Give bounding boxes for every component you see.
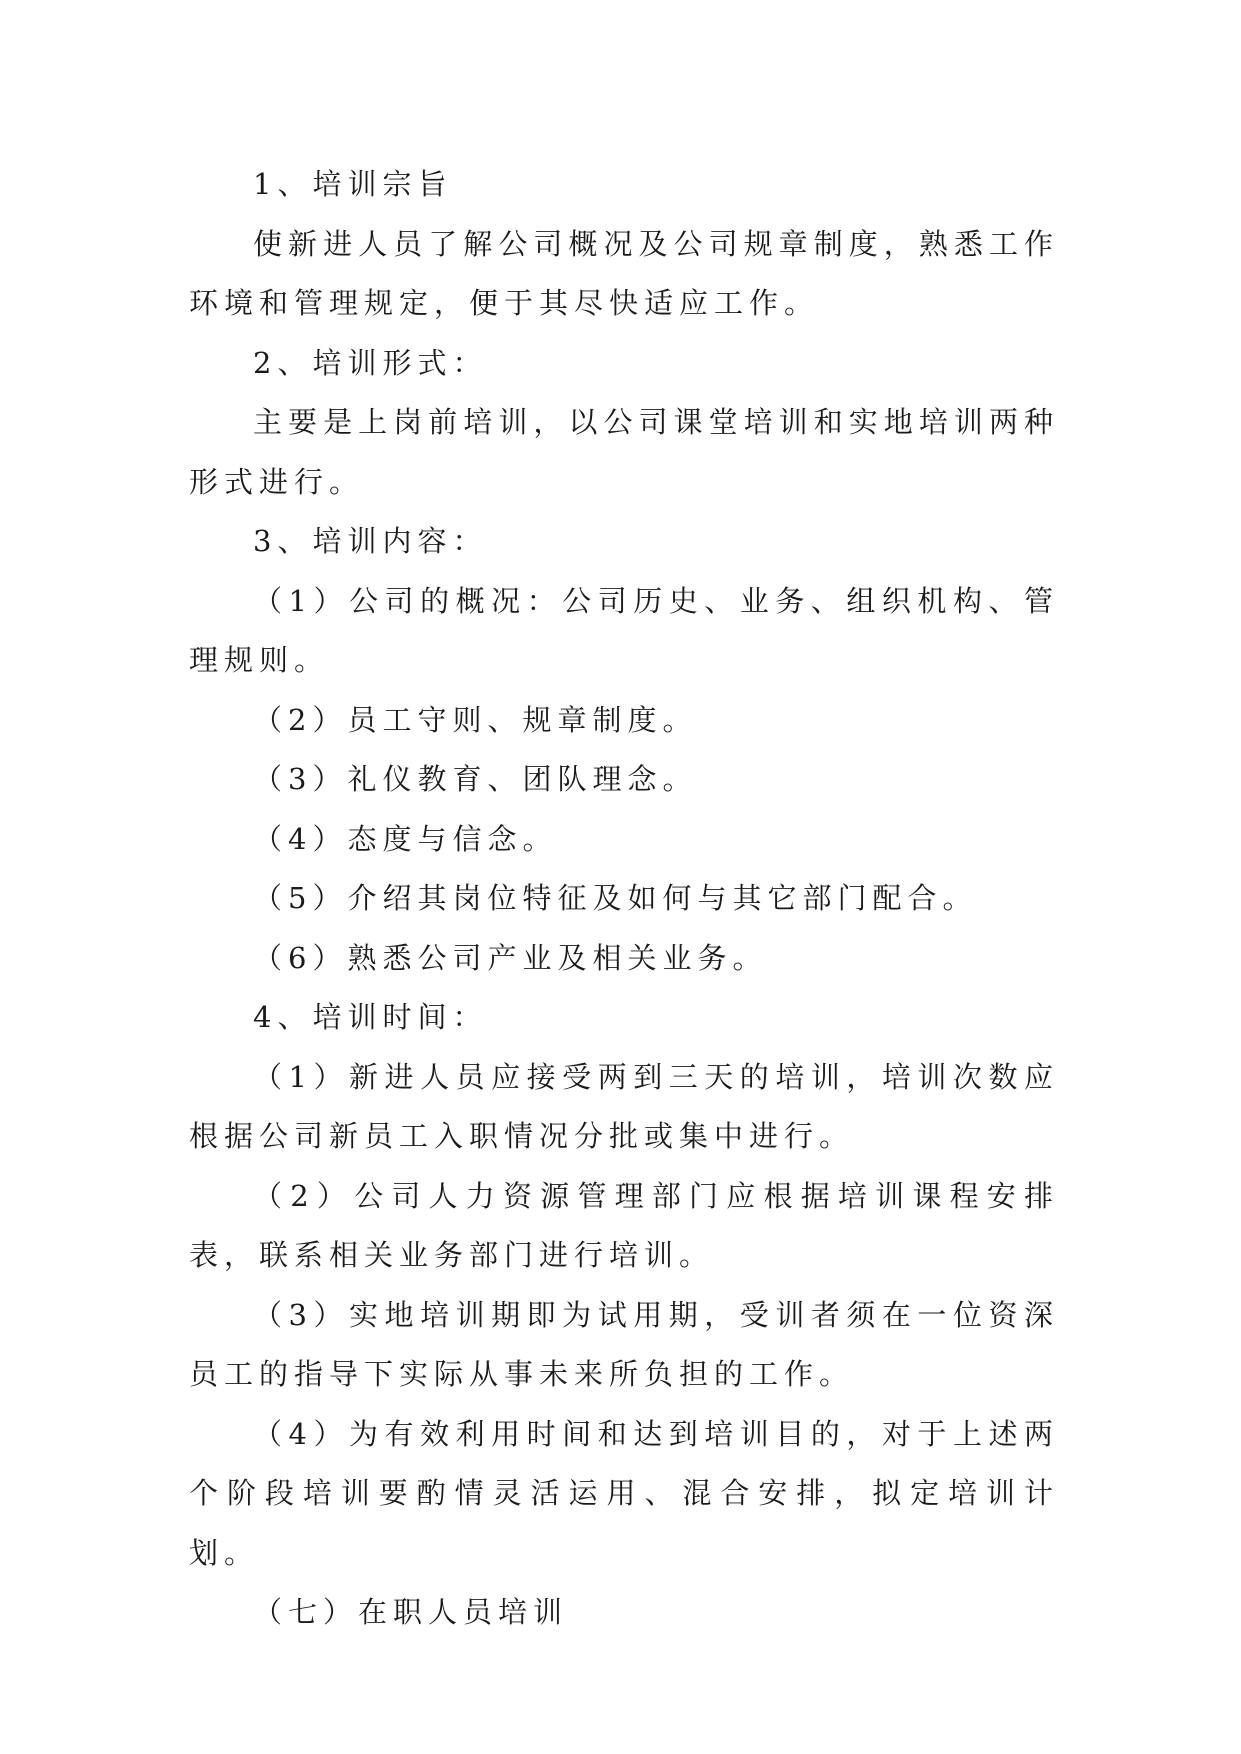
content-item-2: （2）员工守则、规章制度。 — [253, 702, 698, 737]
time-item-3: （3）实地培训期即为试用期，受训者须在一位资深员工的指导下实际从事未来所负担的工作。 — [189, 1297, 1059, 1391]
section-heading-time: 4、培训时间： — [253, 1000, 488, 1034]
time-item-4: （4）为有效利用时间和达到培训目的，对于上述两个阶段培训要酌情灵活运用、混合安排，拟定培训计划。 — [189, 1416, 1059, 1570]
content-item-6: （6）熟悉公司产业及相关业务。 — [253, 940, 768, 975]
paragraph-format: 主要是上岗前培训，以公司课堂培训和实地培训两种形式进行。 — [189, 405, 1059, 499]
content-item-1: （1）公司的概况：公司历史、业务、组织机构、管理规则。 — [189, 583, 1059, 677]
section-heading-content: 3、培训内容： — [253, 524, 488, 558]
content-item-3: （3）礼仪教育、团队理念。 — [253, 762, 698, 796]
section-heading-format: 2、培训形式： — [253, 345, 488, 380]
section-heading-onjob-training: （七）在职人员培训 — [253, 1595, 569, 1629]
document-body — [189, 155, 1059, 1643]
time-item-2: （2）公司人力资源管理部门应根据培训课程安排表，联系相关业务部门进行培训。 — [189, 1178, 1059, 1272]
content-item-4: （4）态度与信念。 — [253, 821, 558, 856]
section-heading-purpose: 1、培训宗旨 — [253, 167, 453, 201]
content-item-5: （5）介绍其岗位特征及如何与其它部门配合。 — [253, 881, 978, 915]
paragraph-purpose: 使新进人员了解公司概况及公司规章制度，熟悉工作环境和管理规定，便于其尽快适应工作。 — [189, 226, 1059, 320]
time-item-1: （1）新进人员应接受两到三天的培训，培训次数应根据公司新员工入职情况分批或集中进行。 — [189, 1059, 1059, 1153]
